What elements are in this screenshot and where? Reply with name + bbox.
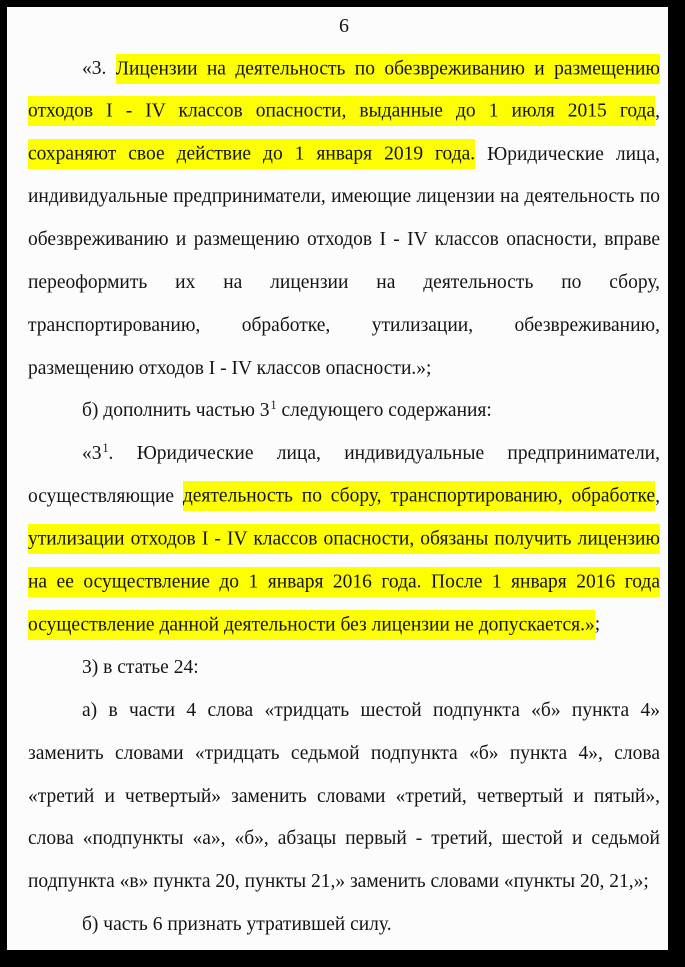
highlighted-text: сохраняют свое действие до 1 января 2019 года. (28, 139, 475, 169)
text-line (28, 818, 660, 861)
text-line (28, 305, 660, 348)
text-line (28, 134, 660, 177)
highlighted-text: Лицензии на деятельность по обезвреживанию и размещению (116, 54, 660, 84)
text-line (28, 647, 660, 690)
text-segment: следующего содержания: (276, 400, 492, 422)
text-segment: . Юридические лица, индивидуальные предприниматели, (108, 443, 660, 465)
page-number: 6 (339, 15, 349, 37)
text-segment: , (655, 100, 660, 122)
text-line (28, 48, 660, 91)
text-segment: осуществляющие (28, 485, 183, 507)
text-segment: 3) в статье 24: (82, 657, 199, 679)
text-line (28, 776, 660, 819)
text-segment: б) дополнить частью 3 (82, 400, 270, 422)
text-segment: б) часть 6 признать утратившей силу. (82, 913, 392, 935)
text-line (28, 262, 660, 305)
text-line (28, 519, 660, 562)
highlighted-text: утилизации отходов I - IV классов опасности, обязаны получить лицензию (28, 524, 660, 554)
highlighted-text: деятельность по сбору, транспортированию, обработке (183, 481, 655, 511)
text-segment: «3 (82, 443, 102, 465)
text-line (28, 219, 660, 262)
text-segment: подпункта «в» пункта 20, пункты 21,» заменить словами «пункты 20, 21,»; (28, 871, 649, 893)
text-segment: размещению отходов I - IV классов опасности.»; (28, 357, 432, 379)
highlighted-text: осуществление данной деятельности без лицензии не допускается.» (28, 610, 595, 640)
text-segment: Юридические лица, (475, 143, 660, 165)
highlighted-text: на ее осуществление до 1 января 2016 года. После 1 января 2016 года (28, 567, 660, 597)
highlighted-text: отходов I - IV классов опасности, выданные до 1 июля 2015 года (28, 96, 655, 126)
text-segment: индивидуальные предприниматели, имеющие лицензии на деятельность по (28, 186, 660, 208)
text-line (28, 604, 660, 647)
text-segment: ; (594, 614, 601, 636)
document-body (28, 48, 660, 947)
text-line (28, 562, 660, 605)
text-line (28, 904, 660, 947)
text-segment: обезвреживанию и размещению отходов I - IV классов опасности, вправе (28, 229, 660, 251)
text-line (28, 733, 660, 776)
text-segment: «3. (82, 58, 116, 79)
text-segment: заменить словами «тридцать седьмой подпункта «б» пункта 4», слова (28, 742, 660, 764)
text-line (28, 91, 660, 134)
superscript-text: 1 (270, 397, 277, 412)
text-segment: а) в части 4 слова «тридцать шестой подпункта «б» пункта 4» (82, 699, 660, 721)
text-segment: транспортированию, обработке, утилизации, обезвреживанию, (28, 314, 660, 336)
text-line (28, 861, 660, 904)
text-segment: , (655, 485, 660, 507)
document-page (7, 7, 668, 950)
text-segment: переоформить их на лицензии на деятельность по сбору, (28, 271, 660, 293)
text-line (28, 690, 660, 733)
superscript-text: 1 (102, 440, 109, 455)
text-line (28, 390, 660, 433)
text-line (28, 433, 660, 476)
text-segment: слова «подпункты «а», «б», абзацы первый - третий, шестой и седьмой (28, 828, 660, 850)
text-line (28, 348, 660, 391)
text-line (28, 176, 660, 219)
text-segment: «третий и четвертый» заменить словами «третий, четвертый и пятый», (28, 785, 660, 807)
text-line (28, 476, 660, 519)
